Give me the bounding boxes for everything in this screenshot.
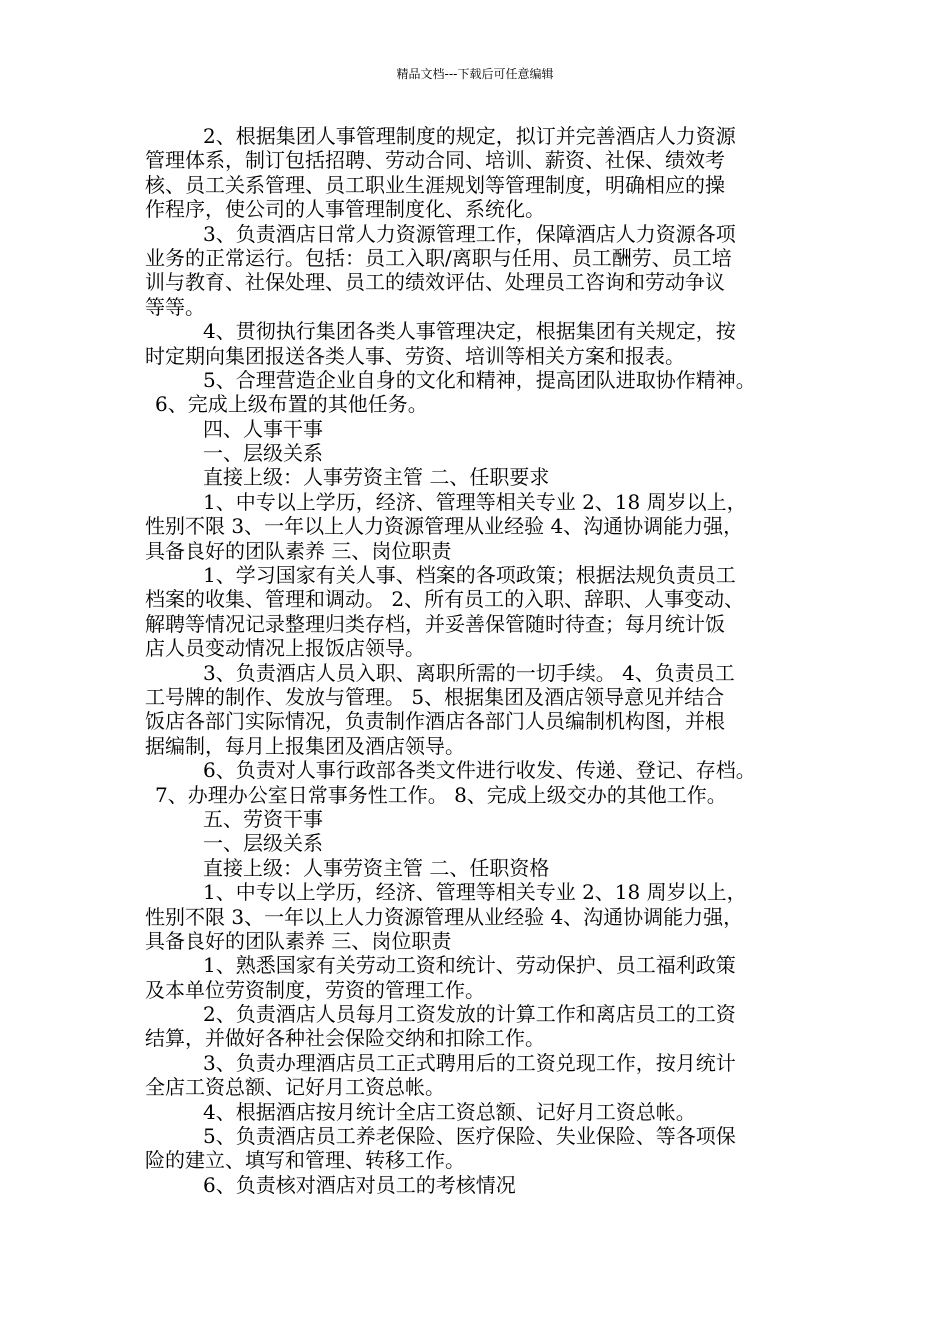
text-line: 3、负责办理酒店员工正式聘用后的工资兑现工作，按月统计 [203,1050,736,1075]
text-line: 5、合理营造企业自身的文化和精神，提高团队进取协作精神。 [203,367,756,392]
text-line: 一、层级关系 [203,441,323,466]
text-line: 店人员变动情况上报饭店领导。 [145,636,425,661]
text-line: 7、办理办公室日常事务性工作。 8、完成上级交办的其他工作。 [155,782,727,807]
text-line: 饭店各部门实际情况，负责制作酒店各部门人员编制机构图，并根 [145,709,725,734]
text-line: 6、负责对人事行政部各类文件进行收发、传递、登记、存档。 [203,758,756,783]
text-line: 性别不限 3、一年以上人力资源管理从业经验 4、沟通协调能力强， [145,904,744,929]
text-line: 直接上级：人事劳资主管 二、任职资格 [203,855,550,880]
text-line: 档案的收集、管理和调动。 2、所有员工的入职、辞职、人事变动、 [145,587,745,612]
text-line: 具备良好的团队素养 三、岗位职责 [145,538,452,563]
text-line: 具备良好的团队素养 三、岗位职责 [145,928,452,953]
document-body [145,124,835,1197]
text-line: 1、中专以上学历，经济、管理等相关专业 2、18 周岁以上， [203,489,747,514]
text-line: 直接上级：人事劳资主管 二、任职要求 [203,465,550,490]
text-line: 6、负责核对酒店对员工的考核情况 [203,1172,516,1197]
text-line: 2、根据集团人事管理制度的规定，拟订并完善酒店人力资源 [203,124,736,148]
text-line: 训与教育、社保处理、员工的绩效评估、处理员工咨询和劳动争议 [145,270,725,295]
text-line: 核、员工关系管理、员工职业生涯规划等管理制度，明确相应的操 [145,172,725,197]
text-line: 及本单位劳资制度，劳资的管理工作。 [145,977,485,1002]
text-line: 结算，并做好各种社会保险交纳和扣除工作。 [145,1026,545,1051]
text-line: 5、负责酒店员工养老保险、医疗保险、失业保险、等各项保 [203,1124,736,1149]
text-line: 3、负责酒店人员入职、离职所需的一切手续。 4、负责员工 [203,660,735,685]
text-line: 业务的正常运行。包括：员工入职/离职与任用、员工酬劳、员工培 [145,245,732,270]
text-line: 管理体系，制订包括招聘、劳动合同、培训、薪资、社保、绩效考 [145,148,725,173]
text-line: 3、负责酒店日常人力资源管理工作，保障酒店人力资源各项 [203,221,736,246]
text-line: 1、中专以上学历，经济、管理等相关专业 2、18 周岁以上， [203,880,747,905]
text-line: 1、熟悉国家有关劳动工资和统计、劳动保护、员工福利政策 [203,953,736,978]
text-line: 据编制，每月上报集团及酒店领导。 [145,733,465,758]
text-line: 四、人事干事 [203,416,323,441]
text-line: 作程序，使公司的人事管理制度化、系统化。 [145,197,545,222]
text-line: 险的建立、填写和管理、转移工作。 [145,1148,465,1173]
text-line: 时定期向集团报送各类人事、劳资、培训等相关方案和报表。 [145,343,685,368]
text-line: 1、学习国家有关人事、档案的各项政策；根据法规负责员工 [203,563,736,588]
text-line: 等等。 [145,294,205,319]
text-line: 全店工资总额、记好月工资总帐。 [145,1075,445,1100]
text-line: 4、根据酒店按月统计全店工资总额、记好月工资总帐。 [203,1099,696,1124]
text-line: 一、层级关系 [203,831,323,856]
text-line: 性别不限 3、一年以上人力资源管理从业经验 4、沟通协调能力强， [145,514,744,539]
text-line: 2、负责酒店人员每月工资发放的计算工作和离店员工的工资 [203,1002,736,1027]
text-line: 五、劳资干事 [203,806,323,831]
page-header: 精品文档---下载后可任意编辑 [396,67,554,81]
text-line: 工号牌的制作、发放与管理。 5、根据集团及酒店领导意见并结合 [145,684,725,709]
text-line: 6、完成上级布置的其他任务。 [155,392,428,417]
text-line: 解聘等情况记录整理归类存档，并妥善保管随时待查；每月统计饭 [145,611,725,636]
text-line: 4、贯彻执行集团各类人事管理决定，根据集团有关规定，按 [203,319,736,344]
